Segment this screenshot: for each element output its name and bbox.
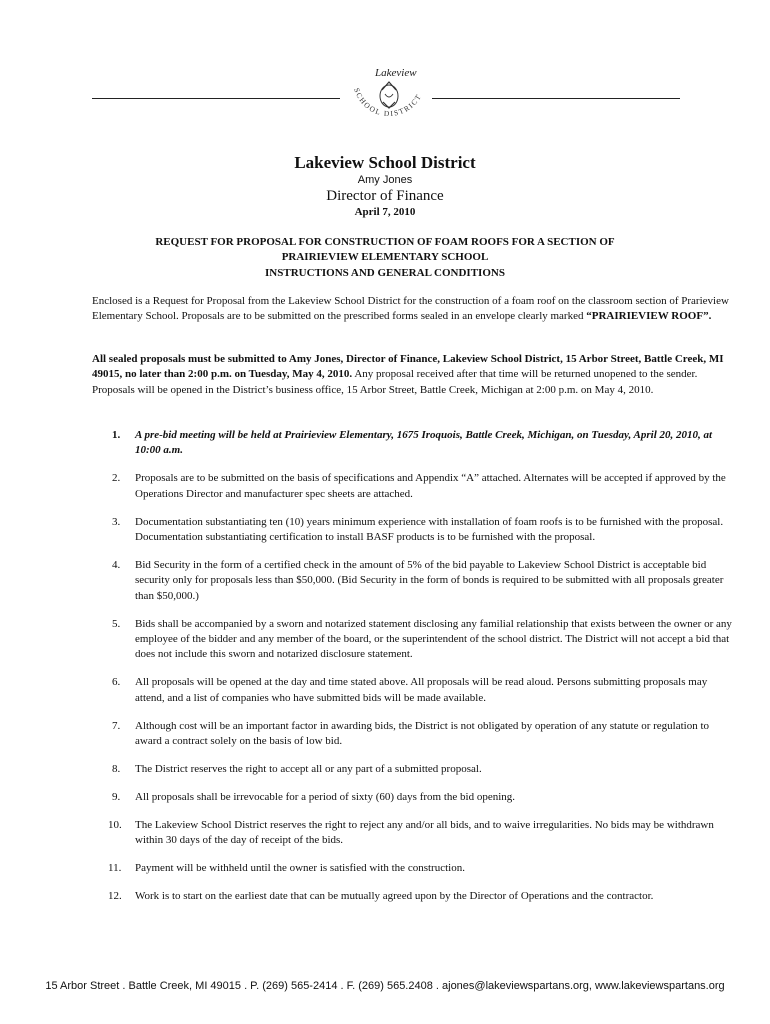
deadline-bold: All sealed proposals must be submitted to Amy Jones, Director of Finance, Lakeview School District, 15 Arbor Street, Battle Creek, MI 49015, no later than 2:00 p.m. on Tuesday, May 4, 2010. bbox=[92, 353, 724, 381]
list-item bbox=[92, 617, 732, 663]
list-item bbox=[92, 471, 732, 502]
item-text: Documentation substantiating ten (10) years minimum experience with installation of foam roofs is to be furnished with the proposal. Documentation substantiating certification to install BASF products is to be furnished with the proposal. bbox=[135, 515, 724, 544]
footer-contact: 15 Arbor Street . Battle Creek, MI 49015 . P. (269) 565-2414 . F. (269) 565.2408 . ajones@lakeviewspartans.org, www.lakeviewspartans.org bbox=[45, 980, 725, 992]
list-item bbox=[92, 719, 732, 750]
list-item bbox=[92, 762, 732, 777]
item-number: 12. bbox=[108, 890, 122, 903]
district-seal-logo bbox=[345, 62, 433, 132]
item-text: Proposals are to be submitted on the basis of specifications and Appendix “A” attached. Alternates will be accepted if approved by the Operations Director and manufacturer spec sheets are attached. bbox=[135, 472, 726, 500]
item-number: 2. bbox=[112, 472, 121, 485]
item-text: All proposals will be opened at the day and time stated above. All proposals will be read aloud. Persons submitting proposals may attend, and a list of companies who have submitted bids will be made available. bbox=[135, 676, 708, 704]
item-text: Payment will be withheld until the owner is satisfied with the construction. bbox=[135, 862, 465, 875]
list-item bbox=[92, 790, 732, 805]
item-number: 7. bbox=[112, 719, 121, 732]
list-item bbox=[92, 818, 732, 849]
svg-text:SCHOOL DISTRICT: SCHOOL DISTRICT bbox=[352, 86, 424, 119]
item-text: All proposals shall be irrevocable for a period of sixty (60) days from the bid opening. bbox=[135, 790, 516, 803]
item-text: A pre-bid meeting will be held at Prairieview Elementary, 1675 Iroquois, Battle Creek, Michigan, on Tuesday, April 20, 2010, at 10:00 a.m. bbox=[135, 429, 713, 457]
list-item bbox=[92, 515, 732, 546]
item-number: 3. bbox=[112, 515, 121, 528]
item-number: 1. bbox=[112, 429, 121, 441]
item-text: Although cost will be an important factor in awarding bids, the District is not obligated by operation of any statute or regulation to award a contract solely on the basis of low bid. bbox=[135, 719, 710, 748]
list-item bbox=[92, 861, 732, 876]
heading-line-1: REQUEST FOR PROPOSAL FOR CONSTRUCTION OF FOAM ROOFS FOR A SECTION OF bbox=[155, 236, 615, 248]
item-number: 10. bbox=[108, 818, 122, 831]
item-number: 5. bbox=[112, 617, 121, 630]
deadline-paragraph bbox=[92, 352, 732, 398]
item-number: 11. bbox=[108, 862, 122, 875]
header-rule-left bbox=[92, 98, 340, 99]
item-text: Bids shall be accompanied by a sworn and notarized statement disclosing any familial relationship that exists between the owner or any employee of the bidder and any member of the board, or the superintendent of the school district. The District will not accept a bid that does not include this sworn and notarized disclosure statement. bbox=[135, 617, 732, 661]
heading-line-2: PRAIRIEVIEW ELEMENTARY SCHOOL bbox=[281, 251, 489, 264]
header-rule-right bbox=[432, 98, 680, 99]
official-name: Amy Jones bbox=[357, 174, 413, 186]
intro-text: Enclosed is a Request for Proposal from the Lakeview School District for the construction of a foam roof on the classroom section of Prarieview Elementary School. Proposals are to be submitted on the prescribed forms sealed in an envelope clearly marked bbox=[92, 295, 729, 323]
envelope-marking: “PRAIRIEVIEW ROOF”. bbox=[586, 310, 712, 323]
item-text: Work is to start on the earliest date that can be mutually agreed upon by the Director of Operations and the contractor. bbox=[135, 890, 654, 903]
list-item bbox=[92, 675, 732, 706]
heading-line-3: INSTRUCTIONS AND GENERAL CONDITIONS bbox=[265, 266, 505, 279]
list-item bbox=[92, 558, 732, 604]
svg-text:Lakeview: Lakeview bbox=[375, 67, 417, 79]
intro-paragraph bbox=[92, 294, 732, 325]
item-number: 6. bbox=[112, 676, 121, 689]
deadline-rest: Any proposal received after that time will be returned unopened to the sender. Proposals will be opened in the District’s business office, 15 Arbor Street, Battle Creek, Michigan at 2:00 p.m. on May 4, 2010. bbox=[92, 368, 698, 396]
official-role: Director of Finance bbox=[326, 188, 444, 204]
district-name: Lakeview School District bbox=[294, 153, 476, 172]
item-text: The District reserves the right to accept all or any part of a submitted proposal. bbox=[135, 763, 482, 775]
rfp-heading bbox=[0, 235, 770, 281]
list-item bbox=[92, 428, 732, 459]
item-number: 4. bbox=[112, 558, 121, 571]
item-text: Bid Security in the form of a certified check in the amount of 5% of the bid payable to Lakeview School District is acceptable bid security only for proposals less than $50,000. (Bid Security in the form of bonds is required to be submitted with all proposals greater than $50,000.) bbox=[135, 558, 724, 602]
conditions-list bbox=[92, 428, 732, 917]
letter-date: April 7, 2010 bbox=[354, 206, 416, 218]
list-item bbox=[92, 889, 732, 904]
item-number: 8. bbox=[112, 763, 121, 775]
item-number: 9. bbox=[112, 790, 121, 803]
item-text: The Lakeview School District reserves the right to reject any and/or all bids, and to waive irregularities. No bids may be withdrawn within 30 days of the day of receipt of the bids. bbox=[135, 818, 714, 847]
